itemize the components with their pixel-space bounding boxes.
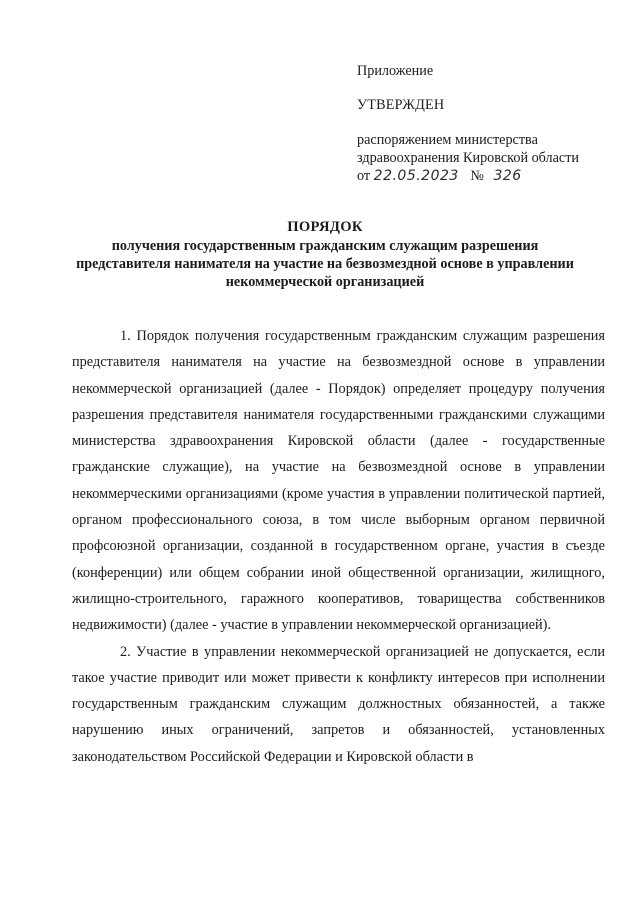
title-heading: ПОРЯДОК — [287, 219, 363, 235]
appendix-label: Приложение — [357, 63, 434, 79]
approval-block — [357, 62, 617, 185]
paragraph-2: 2. Участие в управлении некоммерческой организацией не допускается, если такое участие приводит или может привести к конфликту интересов при исполнении государственным гражданским служащим должностных обязанностей, а также нарушению иных ограничений, запретов и обязанностей, установленных законодательством Российской Федерации и Кировской области в — [72, 643, 605, 765]
approval-issuer-line-1: распоряжением министерства — [357, 132, 538, 148]
document-body — [72, 323, 605, 770]
title-line-2: представителя нанимателя на участие на безвозмездной основе в управлении — [76, 256, 574, 272]
document-title — [60, 218, 590, 291]
title-line-3: некоммерческой организацией — [225, 274, 425, 290]
date-prefix: от — [357, 168, 371, 184]
paragraph-1: 1. Порядок получения государственным гражданским служащим разрешения представителя нанимателя на участие на безвозмездной основе в управлении некоммерческой организацией (далее - Порядок) определяет процедуру получения разрешения представителя нанимателя государственными гражданскими служащими министерства здравоохранения Кировской области (далее - государственные гражданские служащие), на участие на безвозмездной основе в управлении некоммерческими организациями (кроме участия в управлении политической партией, органом профессионального союза, в том числе выборным органом первичной профсоюзной организации, созданной в государственном органе, участия в съезде (конференции) или общем собрании иной общественной организации, жилищного, жилищно-строительного, гаражного кооперативов, товарищества собственников недвижимости) (далее - участие в управлении некоммерческой организацией). — [72, 328, 605, 634]
number-label: № — [470, 168, 484, 184]
handwritten-date: 22.05.2023 — [373, 168, 459, 184]
approved-label: УТВЕРЖДЕН — [357, 97, 445, 113]
approval-issuer-line-2: здравоохранения Кировской области — [357, 150, 580, 166]
handwritten-number: 326 — [493, 168, 522, 184]
approval-date-row — [357, 167, 617, 185]
title-line-1: получения государственным гражданским служащим разрешения — [111, 238, 539, 254]
